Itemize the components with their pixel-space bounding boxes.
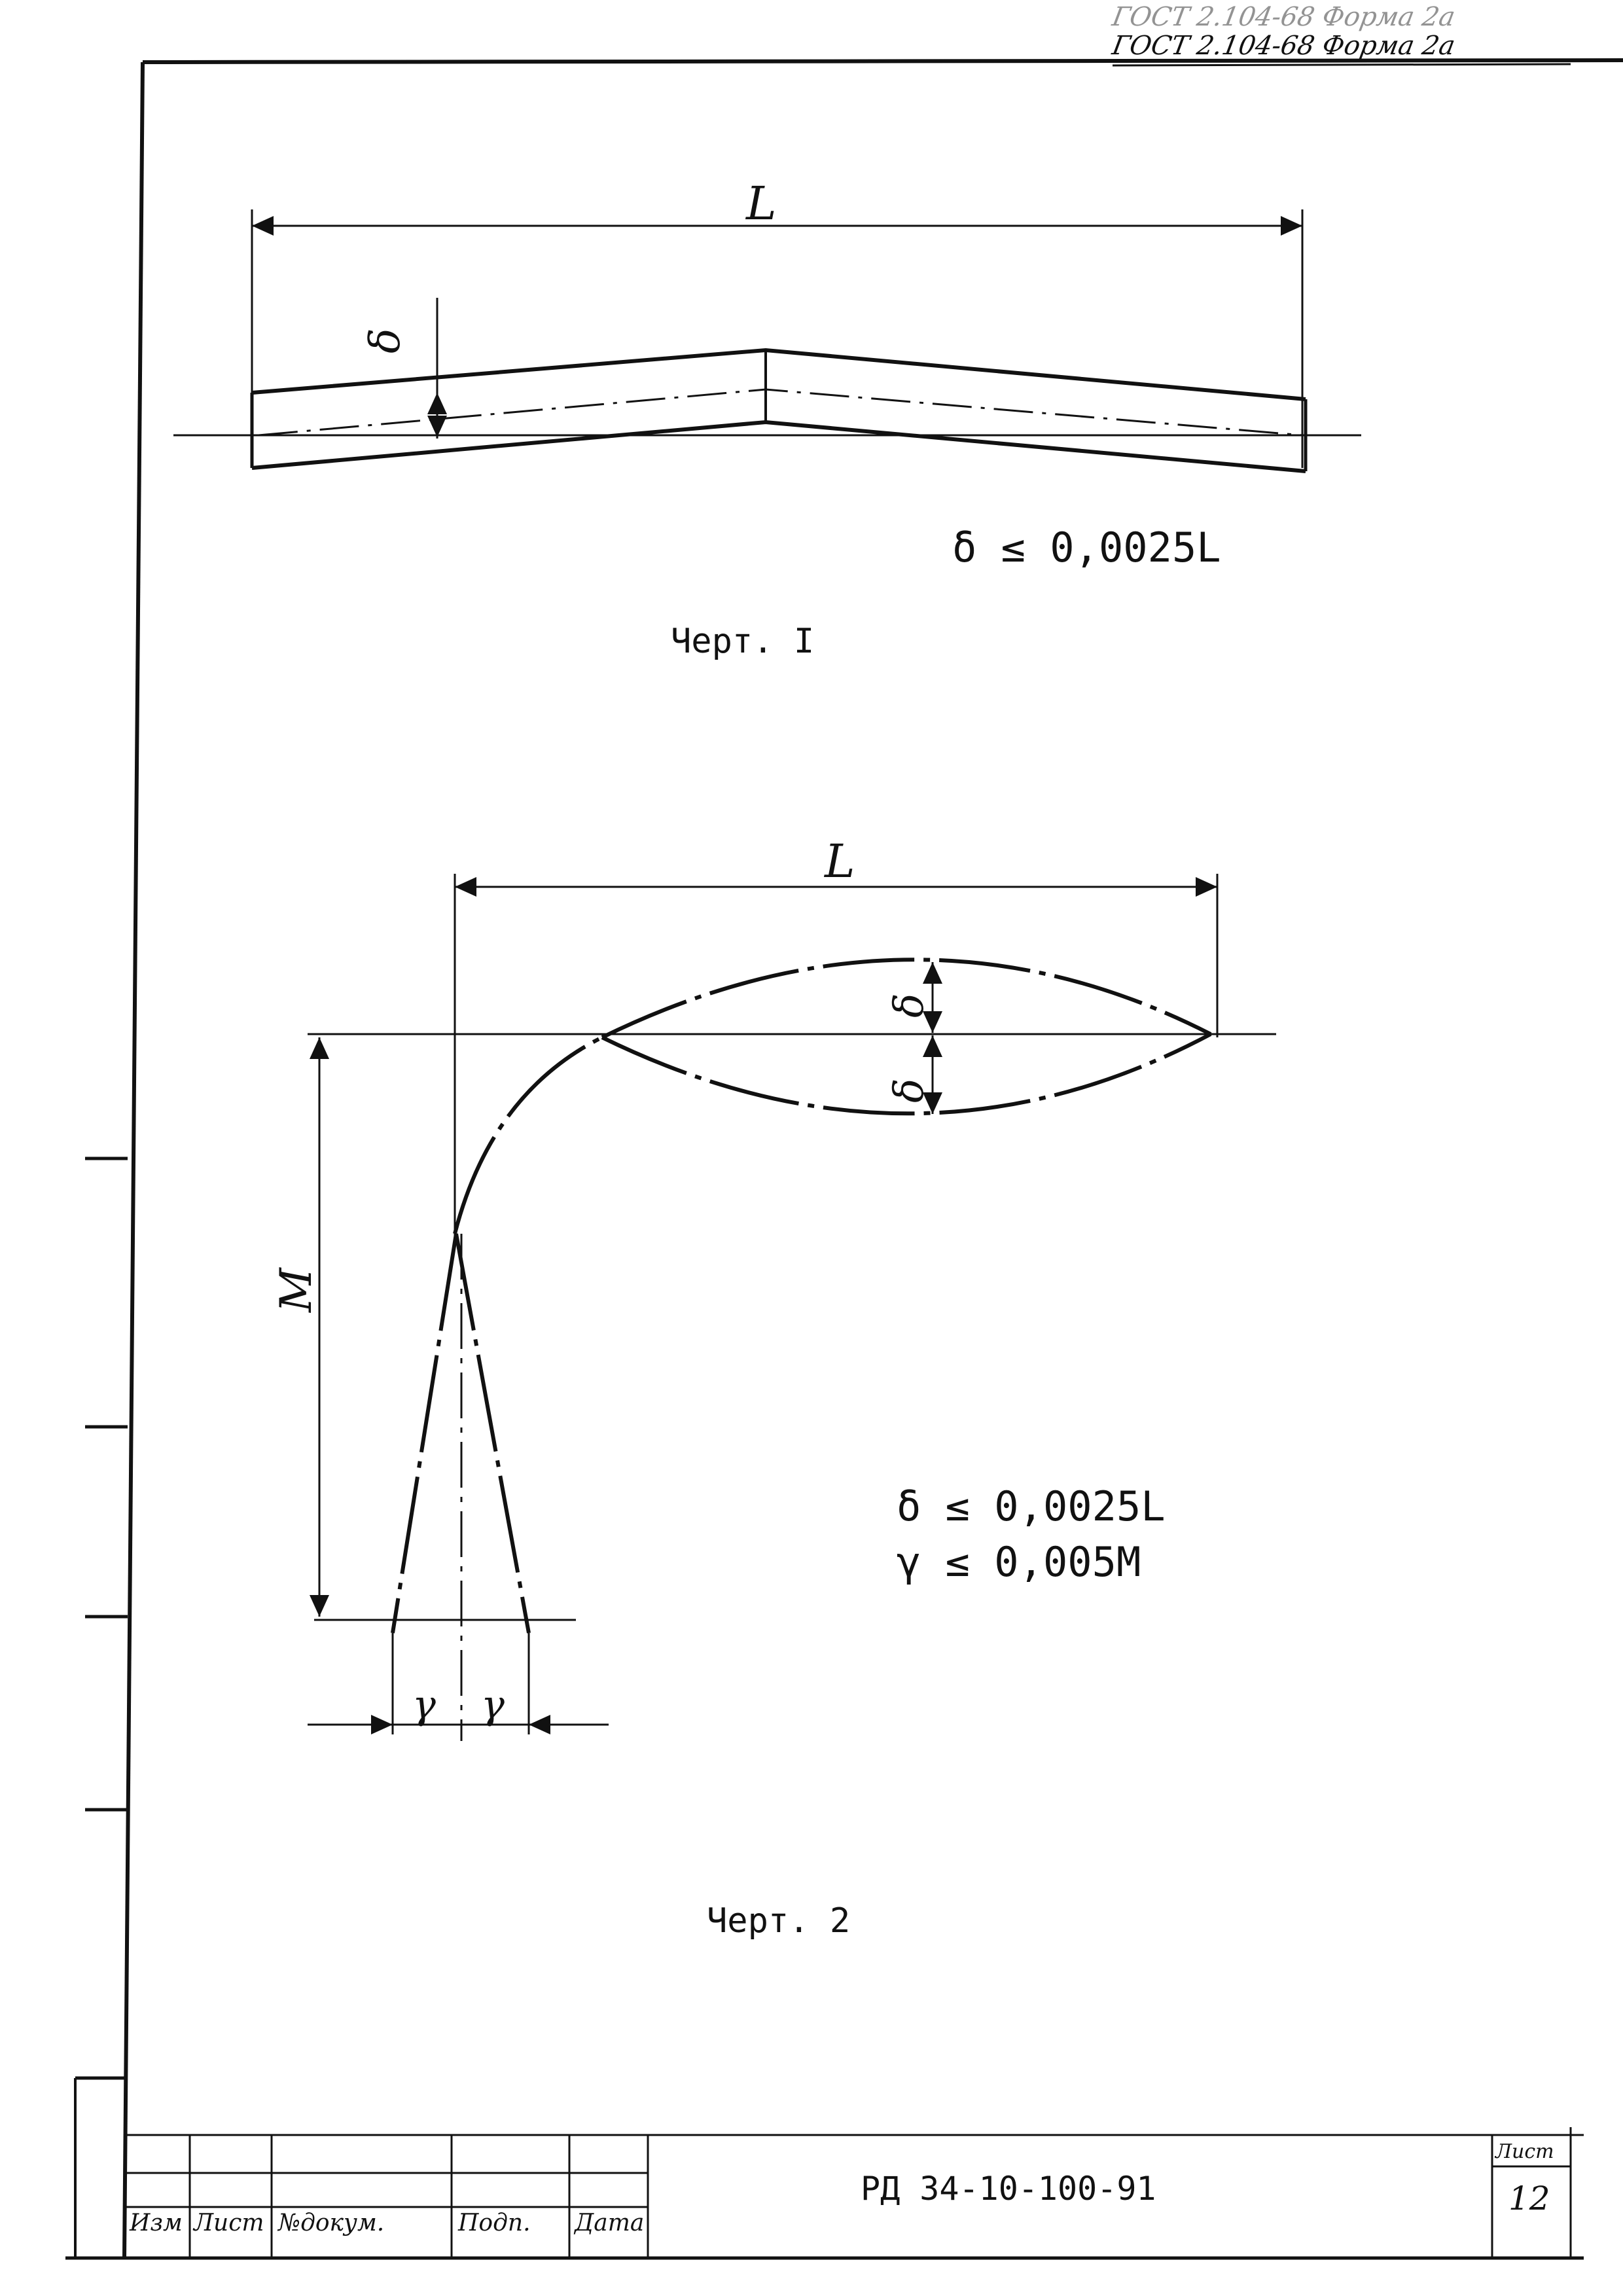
figure-2-formula-delta: δ ≤ 0,0025L bbox=[897, 1482, 1166, 1530]
figure-2-gamma-left-label: γ bbox=[412, 1682, 436, 1728]
title-block-header-document: №докум. bbox=[278, 2210, 385, 2236]
figure-2-curve bbox=[308, 874, 1276, 1741]
title-block-header-change: Изм bbox=[130, 2210, 183, 2236]
title-block-header-date: Дата bbox=[575, 2210, 645, 2236]
figure-2-height-label: M bbox=[271, 1268, 321, 1312]
figure-2-formula-gamma: γ ≤ 0,005M bbox=[897, 1538, 1141, 1586]
title-block-grid bbox=[65, 2127, 1584, 2258]
title-block-header-signature: Подп. bbox=[458, 2210, 531, 2236]
figure-2-delta-top-label: δ bbox=[885, 993, 933, 1018]
sheet-number: 12 bbox=[1508, 2179, 1550, 2217]
title-block-header-sheet: Лист bbox=[194, 2210, 264, 2236]
form-reference-line-2: ГОСТ 2.104-68 Форма 2а bbox=[1109, 31, 1457, 61]
figure-1-beam bbox=[173, 209, 1361, 471]
form-reference-line-1: ГОСТ 2.104-68 Форма 2а bbox=[1109, 2, 1457, 32]
figure-2-delta-bottom-label: δ bbox=[885, 1078, 933, 1103]
figure-1-formula: δ ≤ 0,0025L bbox=[952, 524, 1221, 571]
form-reference bbox=[1109, 2, 1457, 61]
document-code: РД 34-10-100-91 bbox=[861, 2170, 1156, 2208]
figure-2-caption: Черт. 2 bbox=[707, 1901, 851, 1941]
figure-2-length-label: L bbox=[825, 834, 855, 888]
figure-1-caption: Черт. I bbox=[671, 622, 815, 661]
figure-2-gamma-right-label: γ bbox=[481, 1682, 505, 1728]
figure-1-delta-label: δ bbox=[361, 328, 410, 353]
sheet-label: Лист bbox=[1495, 2140, 1554, 2163]
figure-1-length-label: L bbox=[746, 177, 777, 230]
